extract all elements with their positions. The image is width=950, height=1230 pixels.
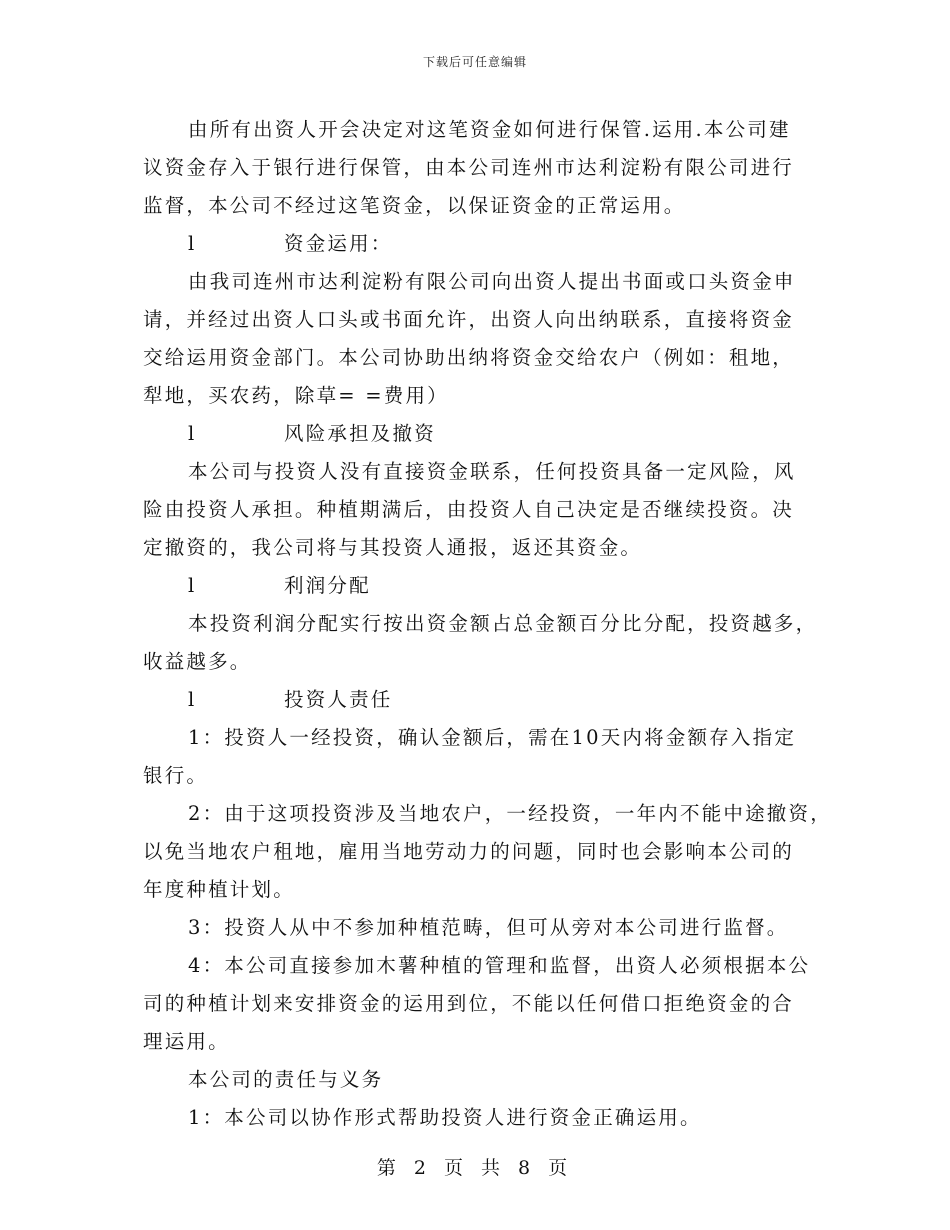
paragraph-line: 交给运用资金部门。本公司协助出纳将资金交给农户（例如：租地， [143,346,795,369]
section-title: 风险承担及撤资 [284,422,436,445]
section-title: 投资人责任 [284,688,393,711]
paragraph-line: 本公司与投资人没有直接资金联系，任何投资具备一定风险，风 [188,460,796,483]
section-title: 资金运用： [284,232,393,255]
section-heading-company-duty: 本公司的责任与义务 [188,1068,384,1091]
paragraph-line: 犁地，买农药，除草= =费用） [143,384,449,407]
paragraph-line: 以免当地农户租地，雇用当地劳动力的问题，同时也会影响本公司的 [143,840,795,863]
page-footer-page-number: 第 2 页 共 8 页 [376,1157,574,1179]
document-body [143,111,832,1137]
list-bullet: l [188,688,197,711]
section-heading-risk [143,415,823,453]
page-header: 下载后可任意编辑 [422,55,527,69]
paragraph-line: 2：由于这项投资涉及当地农户，一经投资，一年内不能中途撤资， [188,802,832,825]
paragraph-line: 监督，本公司不经过这笔资金，以保证资金的正常运用。 [143,194,686,217]
section-heading-profit [143,567,823,605]
section-heading-fund-use [143,225,823,263]
section-title: 利润分配 [284,574,371,597]
paragraph-line: 由所有出资人开会决定对这笔资金如何进行保管.运用.本公司建 [188,118,791,141]
paragraph-line: 银行。 [143,764,209,787]
list-bullet: l [188,574,197,597]
paragraph-line: 议资金存入于银行进行保管，由本公司连州市达利淀粉有限公司进行 [143,156,795,179]
paragraph-line: 请，并经过出资人口头或书面允许，出资人向出纳联系，直接将资金 [143,308,795,331]
paragraph-line: 1：本公司以协作形式帮助投资人进行资金正确运用。 [188,1106,702,1129]
paragraph-line: 4：本公司直接参加木薯种植的管理和监督，出资人必须根据本公 [188,954,811,977]
paragraph-line: 由我司连州市达利淀粉有限公司向出资人提出书面或口头资金申 [188,270,796,293]
paragraph-line: 本投资利润分配实行按出资金额占总金额百分比分配，投资越多， [188,612,818,635]
paragraph-line: 司的种植计划来安排资金的运用到位，不能以任何借口拒绝资金的合 [143,992,795,1015]
paragraph-line: 收益越多。 [143,650,252,673]
paragraph-line: 3：投资人从中不参加种植范畴，但可从旁对本公司进行监督。 [188,916,789,939]
paragraph-line: 险由投资人承担。种植期满后，由投资人自己决定是否继续投资。决 [143,498,795,521]
paragraph-line: 理运用。 [143,1030,230,1053]
list-bullet: l [188,232,197,255]
paragraph-line: 定撤资的，我公司将与其投资人通报，返还其资金。 [143,536,643,559]
paragraph-line: 年度种植计划。 [143,878,295,901]
section-heading-investor-duty [143,681,823,719]
paragraph-line: 1：投资人一经投资，确认金额后，需在10天内将金额存入指定 [188,726,797,749]
list-bullet: l [188,422,197,445]
